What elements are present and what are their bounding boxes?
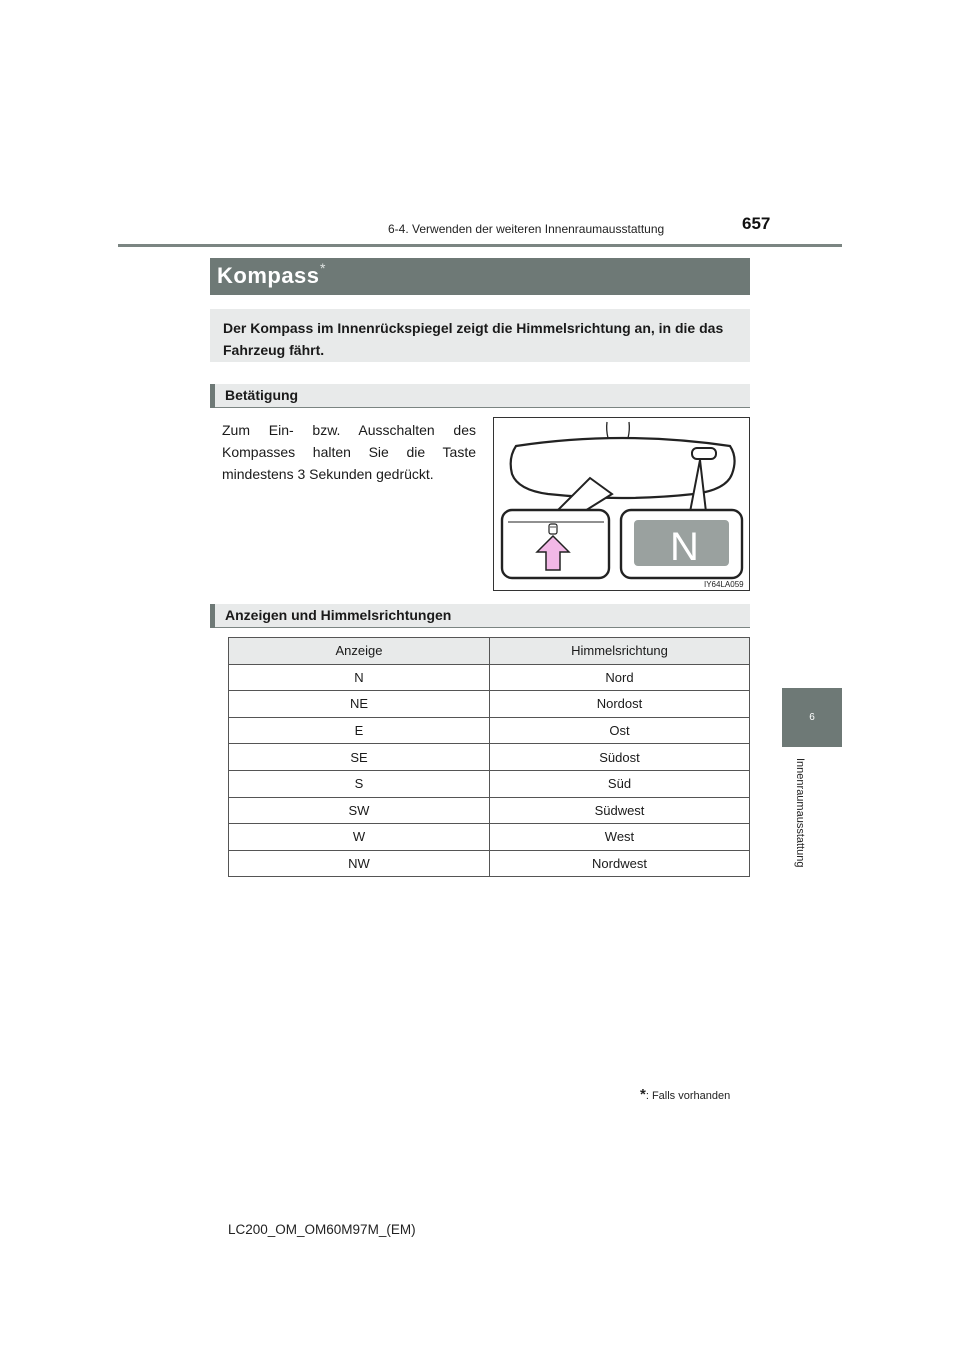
running-header: 6-4. Verwenden der weiteren Innenraumausstattung: [388, 222, 665, 236]
footnote-marker: *: [640, 1086, 646, 1103]
table-row: [229, 717, 750, 744]
section-title-bar: [210, 258, 750, 295]
subheading-displays-text: Anzeigen und Himmelsrichtungen: [225, 607, 452, 623]
direction-cell: Nord: [490, 664, 750, 691]
mirror-drawing: [494, 418, 749, 590]
direction-table: [228, 637, 750, 877]
table-row: [229, 770, 750, 797]
direction-cell: Ost: [490, 717, 750, 744]
chapter-label: Innenraumausstattung: [794, 758, 806, 868]
compass-letter: N: [670, 525, 699, 569]
display-cell: SW: [229, 797, 490, 824]
subheading-displays: [210, 604, 750, 628]
subheading-marker: [210, 384, 215, 408]
display-cell: NW: [229, 850, 490, 877]
table-row: [229, 824, 750, 851]
operation-text: Zum Ein- bzw. Ausschalten des Kompasses halten Sie die Taste mindestens 3 Sekunden gedrückt.: [222, 422, 476, 482]
display-cell: E: [229, 717, 490, 744]
footnote-text: : Falls vorhanden: [645, 1090, 731, 1102]
table-row: [229, 797, 750, 824]
table-row: [229, 850, 750, 877]
column-header: Anzeige: [229, 638, 490, 665]
footnote: [640, 1086, 730, 1103]
section-title: Kompass: [217, 263, 320, 288]
subheading-operation: [210, 384, 750, 408]
document-code: LC200_OM_OM60M97M_(EM): [228, 1222, 416, 1237]
direction-cell: Nordwest: [490, 850, 750, 877]
direction-cell: Südwest: [490, 797, 750, 824]
display-cell: NE: [229, 691, 490, 718]
direction-cell: Südost: [490, 744, 750, 771]
display-cell: N: [229, 664, 490, 691]
chapter-number: 6: [809, 712, 815, 723]
display-cell: SE: [229, 744, 490, 771]
mirror-illustration: [493, 417, 750, 591]
display-cell: W: [229, 824, 490, 851]
intro-box: [210, 309, 750, 362]
figure-code: IY64LA059: [704, 580, 744, 589]
display-cell: S: [229, 770, 490, 797]
table-header-row: [229, 638, 750, 665]
table-row: [229, 744, 750, 771]
chapter-tab: [782, 688, 842, 747]
header-rule: [118, 244, 842, 247]
direction-cell: West: [490, 824, 750, 851]
direction-cell: Nordost: [490, 691, 750, 718]
subheading-operation-text: Betätigung: [225, 387, 299, 403]
table-row: [229, 691, 750, 718]
intro-text: Der Kompass im Innenrückspiegel zeigt die Himmelsrichtung an, in die das Fahrzeug fährt.: [223, 320, 724, 358]
subheading-marker: [210, 604, 215, 628]
direction-cell: Süd: [490, 770, 750, 797]
title-footnote-marker: *: [320, 260, 326, 276]
page-number: 657: [742, 214, 771, 233]
column-header: Himmelsrichtung: [490, 638, 750, 665]
mirror-button-shape: [692, 448, 716, 459]
table-row: [229, 664, 750, 691]
